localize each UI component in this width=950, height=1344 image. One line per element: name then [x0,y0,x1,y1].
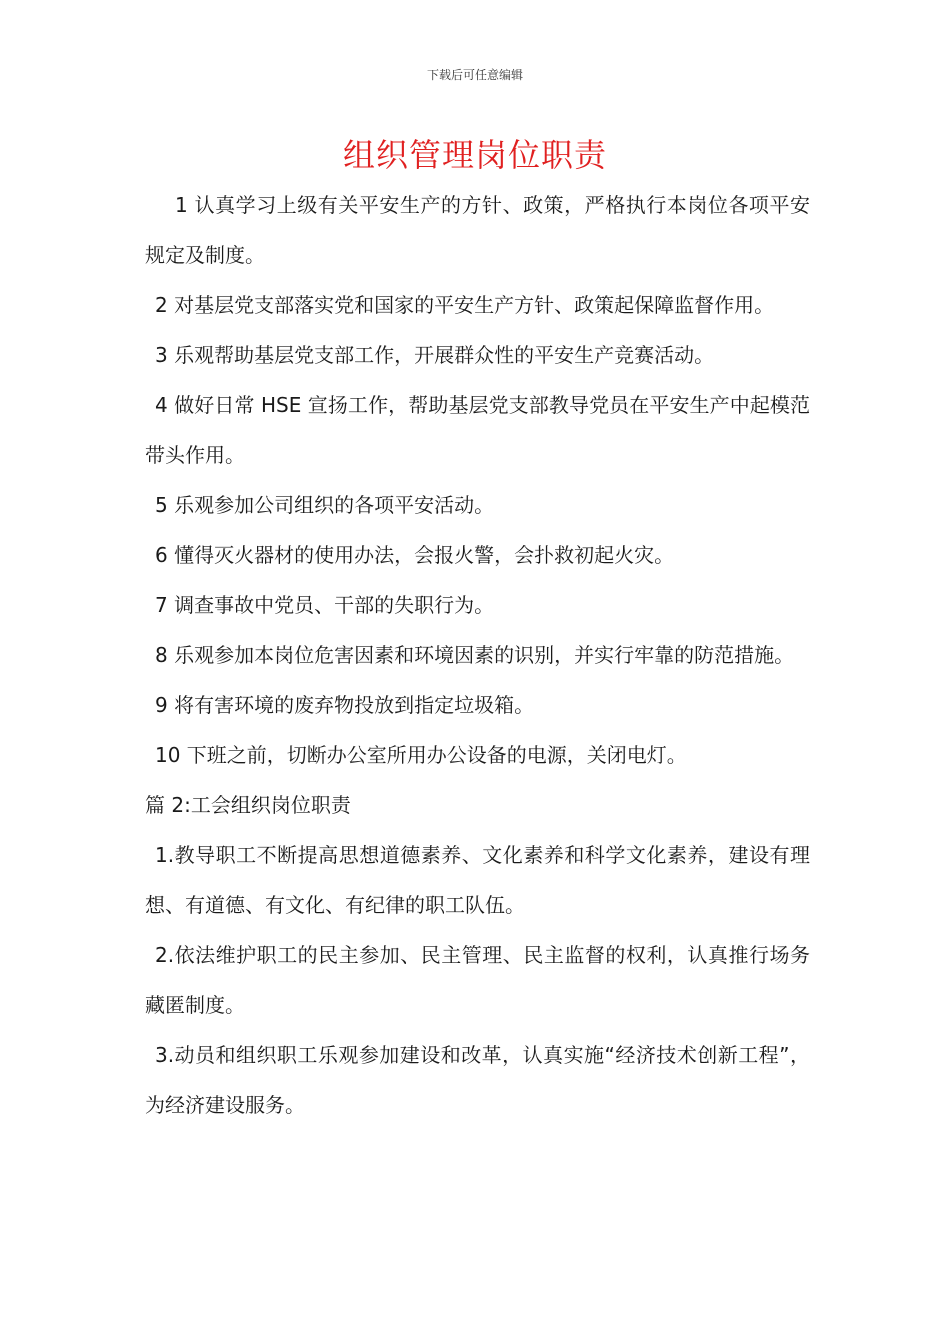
paragraph-10: 10 下班之前，切断办公室所用办公设备的电源，关闭电灯。 [155,743,687,767]
paragraph-8: 8 乐观参加本岗位危害因素和环境因素的识别，并实行牢靠的防范措施。 [155,643,795,667]
section-2-paragraph-2: 2.依法维护职工的民主参加、民主管理、民主监督的权利，认真推行场务藏匿制度。 [145,943,810,1017]
header-note: 下载后可任意编辑 [426,68,523,82]
paragraph-1: 1 认真学习上级有关平安生产的方针、政策，严格执行本岗位各项平安规定及制度。 [145,193,810,267]
paragraph-2: 2 对基层党支部落实党和国家的平安生产方针、政策起保障监督作用。 [155,293,775,317]
section-2-paragraph-1: 1.教导职工不断提高思想道德素养、文化素养和科学文化素养，建设有理想、有道德、有文化、有纪律的职工队伍。 [145,843,810,917]
section-2-heading: 篇 2:工会组织岗位职责 [145,793,351,817]
paragraph-7: 7 调查事故中党员、干部的失职行为。 [155,593,495,617]
section-2-paragraph-3: 3.动员和组织职工乐观参加建设和改革，认真实施“经济技术创新工程”，为经济建设服务。 [145,1043,810,1117]
document-title: 组织管理岗位职责 [342,136,607,174]
document-body [145,180,810,1130]
paragraph-3: 3 乐观帮助基层党支部工作，开展群众性的平安生产竞赛活动。 [155,343,715,367]
paragraph-4: 4 做好日常 HSE 宣扬工作，帮助基层党支部教导党员在平安生产中起模范带头作用。 [145,393,810,467]
paragraph-6: 6 懂得灭火器材的使用办法，会报火警，会扑救初起火灾。 [155,543,675,567]
paragraph-9: 9 将有害环境的废弃物投放到指定垃圾箱。 [155,693,535,717]
paragraph-5: 5 乐观参加公司组织的各项平安活动。 [155,493,495,517]
